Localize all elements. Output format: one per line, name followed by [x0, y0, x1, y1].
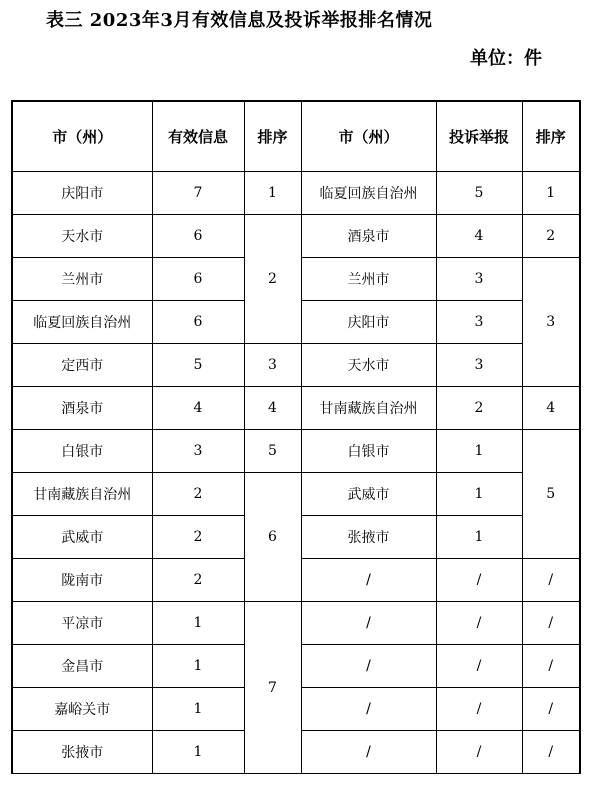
city-left-cell: 天水市 — [12, 215, 152, 258]
rank-left-cell: 4 — [244, 387, 301, 430]
valid-info-cell: 4 — [152, 387, 244, 430]
city-left-cell: 酒泉市 — [12, 387, 152, 430]
valid-info-cell: 6 — [152, 215, 244, 258]
valid-info-cell: 3 — [152, 430, 244, 473]
rank-left-cell: 1 — [244, 172, 301, 215]
rank-right-cell: 3 — [522, 258, 580, 387]
city-right-cell: / — [301, 688, 436, 731]
table-row — [12, 430, 580, 473]
rank-right-cell: / — [522, 731, 580, 774]
rank-right-cell: / — [522, 645, 580, 688]
rank-left-cell: 2 — [244, 215, 301, 344]
table-row — [12, 172, 580, 215]
complaints-cell: / — [436, 602, 522, 645]
complaints-cell: / — [436, 559, 522, 602]
city-left-cell: 兰州市 — [12, 258, 152, 301]
rank-right-cell: 2 — [522, 215, 580, 258]
complaints-cell: 3 — [436, 258, 522, 301]
city-right-cell: 临夏回族自治州 — [301, 172, 436, 215]
city-left-cell: 白银市 — [12, 430, 152, 473]
city-right-cell: / — [301, 559, 436, 602]
table-row — [12, 473, 580, 516]
city-left-cell: 平凉市 — [12, 602, 152, 645]
complaints-cell: 5 — [436, 172, 522, 215]
header-complaints: 投诉举报 — [436, 101, 522, 172]
city-left-cell: 甘南藏族自治州 — [12, 473, 152, 516]
table-row — [12, 387, 580, 430]
ranking-table — [11, 100, 581, 774]
rank-left-cell: 3 — [244, 344, 301, 387]
rank-right-cell: 1 — [522, 172, 580, 215]
complaints-cell: 2 — [436, 387, 522, 430]
header-rank-right: 排序 — [522, 101, 580, 172]
city-left-cell: 陇南市 — [12, 559, 152, 602]
complaints-cell: / — [436, 688, 522, 731]
rank-right-cell: / — [522, 602, 580, 645]
city-right-cell: 天水市 — [301, 344, 436, 387]
city-left-cell: 金昌市 — [12, 645, 152, 688]
valid-info-cell: 6 — [152, 258, 244, 301]
valid-info-cell: 6 — [152, 301, 244, 344]
complaints-cell: 1 — [436, 473, 522, 516]
city-right-cell: / — [301, 645, 436, 688]
rank-left-cell: 5 — [244, 430, 301, 473]
rank-left-cell: 7 — [244, 602, 301, 774]
valid-info-cell: 1 — [152, 602, 244, 645]
complaints-cell: / — [436, 645, 522, 688]
city-right-cell: 张掖市 — [301, 516, 436, 559]
rank-right-cell: 5 — [522, 430, 580, 559]
city-right-cell: 甘南藏族自治州 — [301, 387, 436, 430]
complaints-cell: 3 — [436, 344, 522, 387]
valid-info-cell: 1 — [152, 645, 244, 688]
city-left-cell: 庆阳市 — [12, 172, 152, 215]
rank-left-cell: 6 — [244, 473, 301, 602]
table-header-row — [12, 101, 580, 172]
city-right-cell: 白银市 — [301, 430, 436, 473]
valid-info-cell: 2 — [152, 473, 244, 516]
valid-info-cell: 2 — [152, 559, 244, 602]
header-valid-info: 有效信息 — [152, 101, 244, 172]
valid-info-cell: 1 — [152, 731, 244, 774]
city-left-cell: 临夏回族自治州 — [12, 301, 152, 344]
city-right-cell: / — [301, 731, 436, 774]
complaints-cell: / — [436, 731, 522, 774]
complaints-cell: 4 — [436, 215, 522, 258]
header-rank-left: 排序 — [244, 101, 301, 172]
table-row — [12, 344, 580, 387]
header-city-left: 市（州） — [12, 101, 152, 172]
city-right-cell: 兰州市 — [301, 258, 436, 301]
city-left-cell: 武威市 — [12, 516, 152, 559]
city-left-cell: 嘉峪关市 — [12, 688, 152, 731]
complaints-cell: 1 — [436, 516, 522, 559]
rank-right-cell: 4 — [522, 387, 580, 430]
city-left-cell: 定西市 — [12, 344, 152, 387]
city-right-cell: 酒泉市 — [301, 215, 436, 258]
valid-info-cell: 5 — [152, 344, 244, 387]
table-row — [12, 215, 580, 258]
rank-right-cell: / — [522, 688, 580, 731]
city-right-cell: / — [301, 602, 436, 645]
header-city-right: 市（州） — [301, 101, 436, 172]
city-left-cell: 张掖市 — [12, 731, 152, 774]
unit-label: 单位：件 — [470, 48, 542, 69]
table-row — [12, 602, 580, 645]
table-title: 表三 2023年3月有效信息及投诉举报排名情况 — [46, 10, 433, 31]
valid-info-cell: 1 — [152, 688, 244, 731]
valid-info-cell: 2 — [152, 516, 244, 559]
city-right-cell: 武威市 — [301, 473, 436, 516]
valid-info-cell: 7 — [152, 172, 244, 215]
complaints-cell: 3 — [436, 301, 522, 344]
city-right-cell: 庆阳市 — [301, 301, 436, 344]
complaints-cell: 1 — [436, 430, 522, 473]
rank-right-cell: / — [522, 559, 580, 602]
